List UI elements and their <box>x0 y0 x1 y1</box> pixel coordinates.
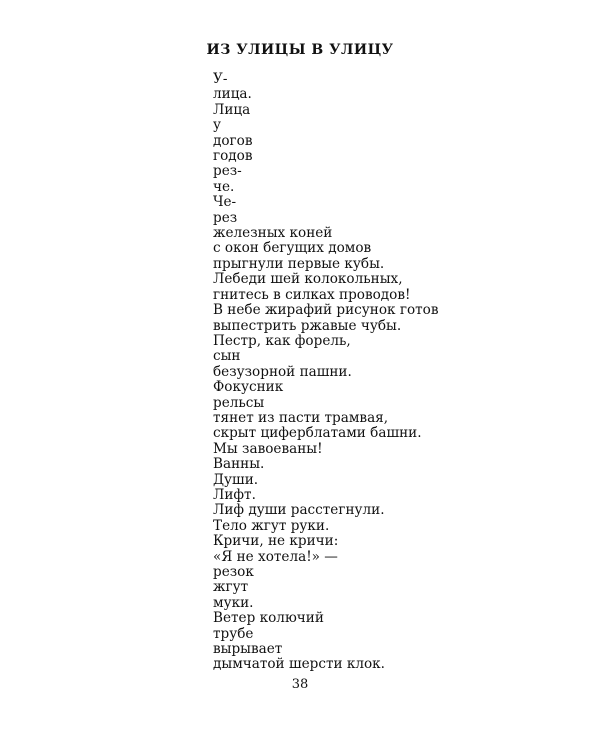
poem-line: у <box>213 117 221 134</box>
poem-body <box>213 72 439 673</box>
poem-line: рельсы <box>213 394 265 411</box>
poem-line: Души. <box>213 471 259 488</box>
poem-line: с окон бегущих домов <box>213 240 372 257</box>
poem-line: сын <box>213 348 241 365</box>
poem-line: че. <box>213 178 235 195</box>
poem-line: годов <box>213 148 253 165</box>
poem-line: Че- <box>213 194 237 211</box>
poem-line: дымчатой шерсти клок. <box>213 656 385 673</box>
poem-line: Пестр, как форель, <box>213 332 351 349</box>
poem-line: Тело жгут руки. <box>213 517 330 534</box>
poem-line: рез- <box>213 163 242 180</box>
poem-line: резок <box>213 564 254 580</box>
poem-line: прыгнули первые кубы. <box>213 255 385 272</box>
poem-line: лица. <box>213 86 252 103</box>
poem-line: выпестрить ржавые чубы. <box>213 317 402 334</box>
poem-line: трубе <box>213 625 254 642</box>
page-number: 38 <box>291 677 309 692</box>
poem-line: безузорной пашни. <box>213 363 352 380</box>
poem-line: Лиф души расстегнули. <box>213 502 385 519</box>
poem-line: тянет из пасти трамвая, <box>213 409 389 426</box>
poem-line: догов <box>213 132 253 149</box>
poem-line: скрыт циферблатами башни. <box>213 425 422 442</box>
poem-line: «Я не хотела!» — <box>213 548 338 565</box>
poem-line: железных коней <box>213 225 333 242</box>
poem-line: Кричи, не кричи: <box>213 533 339 550</box>
poem-line: Ветер колючий <box>213 610 324 627</box>
poem-line: гнитесь в силках проводов! <box>213 286 411 303</box>
poem-line: Ванны. <box>213 456 265 473</box>
poem-line: Лебеди шей колокольных, <box>213 271 403 288</box>
poem-line: Фокусник <box>213 379 284 396</box>
poem-line: жгут <box>213 579 249 596</box>
poem-line: муки. <box>213 594 254 611</box>
poem-line: Мы завоеваны! <box>213 440 323 457</box>
poem-title: ИЗ УЛИЦЫ В УЛИЦУ <box>206 42 394 58</box>
poem-line: Лица <box>213 101 251 118</box>
poem-line: вырывает <box>213 641 283 658</box>
poem-line: рез <box>213 209 238 226</box>
poem-line: У- <box>213 71 228 87</box>
poem-line: В небе жирафий рисунок готов <box>213 302 439 319</box>
poem-line: Лифт. <box>213 486 256 503</box>
